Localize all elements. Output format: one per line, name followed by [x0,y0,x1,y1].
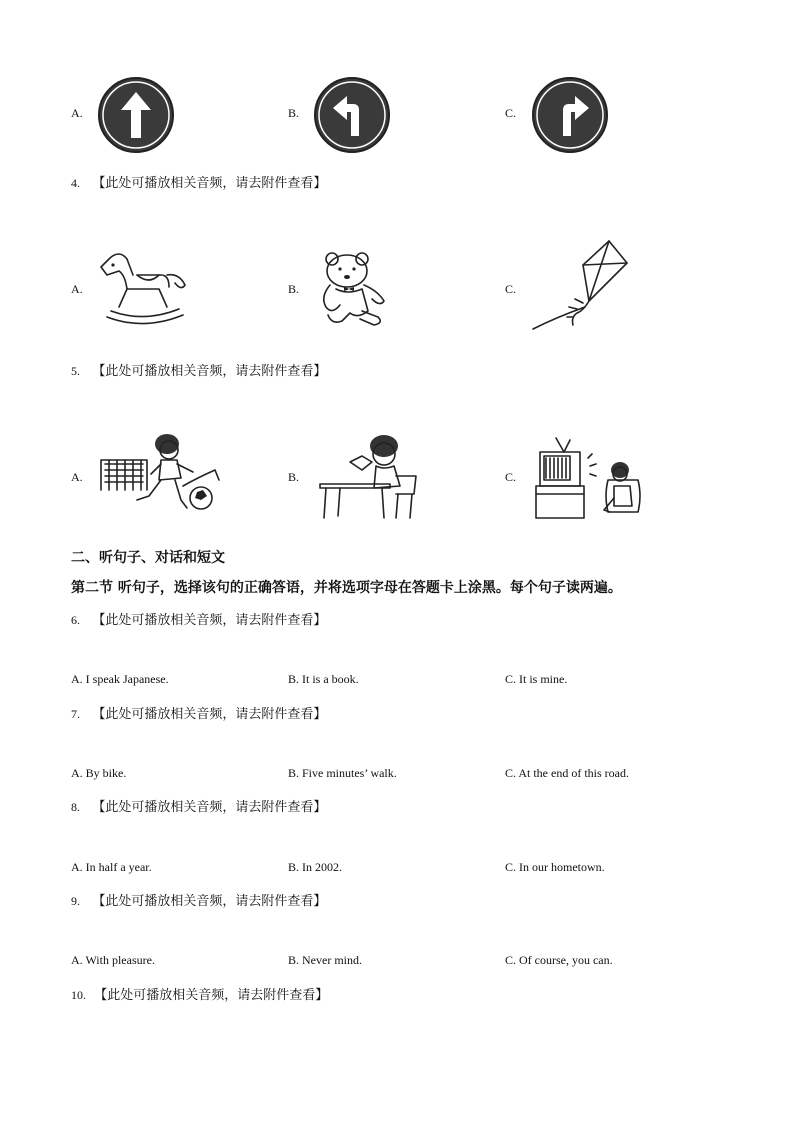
question-9: 9. 【此处可播放相关音频，请去附件查看】 [71,894,327,909]
option-letter-c: C. [505,470,517,484]
option-a: A. In half a year. [71,860,152,874]
option-letter-b: B. [288,282,300,296]
question-10: 10. 【此处可播放相关音频，请去附件查看】 [71,988,329,1003]
turn-right-sign-icon [531,76,609,154]
option-b: B. Five minutes’ walk. [288,766,397,780]
option-letter-c: C. [505,282,517,296]
option-c: C. At the end of this road. [505,766,629,780]
rocking-horse-icon [97,245,192,330]
option-a: A. By bike. [71,766,127,780]
option-a: A. With pleasure. [71,953,155,967]
turn-left-sign-icon [313,76,391,154]
section-subtitle: 第二节 听句子，选择该句的正确答语，并将选项字母在答题卡上涂黑。每个句子读两遍。 [71,580,622,596]
question-5: 5. 【此处可播放相关音频，请去附件查看】 [71,364,327,379]
teddy-bear-icon [310,245,395,330]
question-7: 7. 【此处可播放相关音频，请去附件查看】 [71,707,327,722]
option-b: B. In 2002. [288,860,342,874]
question-8: 8. 【此处可播放相关音频，请去附件查看】 [71,800,327,815]
question-6: 6. 【此处可播放相关音频，请去附件查看】 [71,613,327,628]
section-title: 二、听句子、对话和短文 [71,550,225,566]
boy-playing-football-icon [97,430,222,515]
option-b: B. Never mind. [288,953,362,967]
question-4: 4. 【此处可播放相关音频，请去附件查看】 [71,176,327,191]
option-c: C. In our hometown. [505,860,605,874]
option-letter-a: A. [71,282,83,296]
option-c: C. It is mine. [505,672,568,686]
option-c: C. Of course, you can. [505,953,613,967]
arrow-up-sign-icon [97,76,175,154]
option-a: A. I speak Japanese. [71,672,169,686]
boy-reading-at-desk-icon [316,432,426,520]
option-letter-b: B. [288,470,300,484]
option-letter-a: A. [71,470,83,484]
option-b: B. It is a book. [288,672,359,686]
option-letter-c: C. [505,106,517,120]
option-letter-b: B. [288,106,300,120]
kite-icon [527,237,632,337]
option-letter-a: A. [71,106,83,120]
boy-watching-tv-icon [530,436,655,521]
